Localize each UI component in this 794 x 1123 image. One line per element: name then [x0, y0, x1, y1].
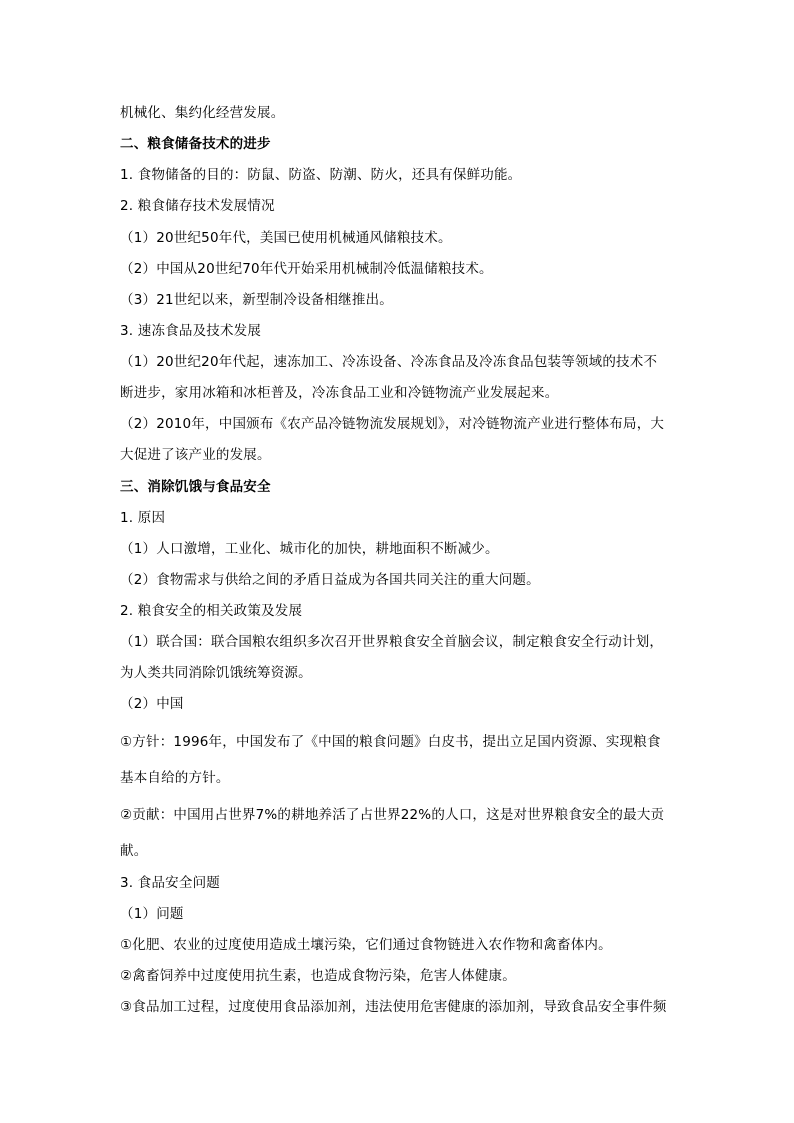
text-line: （1）20世纪20年代起，速冻加工、冷冻设备、冷冻食品及冷冻食品包装等领域的技术不 — [120, 354, 658, 370]
text-line: （2）2010年，中国颁布《农产品冷链物流发展规划》，对冷链物流产业进行整体布局，大 — [120, 416, 665, 432]
text-line: （1）问题 — [120, 906, 184, 922]
text-line: （2）食物需求与供给之间的矛盾日益成为各国共同关注的重大问题。 — [120, 572, 540, 588]
text-line: 3. 食品安全问题 — [120, 875, 220, 891]
text-line: （2）中国从20世纪70年代开始采用机械制冷低温储粮技术。 — [120, 261, 493, 277]
text-line: （2）中国 — [120, 696, 184, 712]
text-line: （3）21世纪以来，新型制冷设备相继推出。 — [120, 292, 393, 308]
text-line: 1. 食物储备的目的：防鼠、防盗、防潮、防火，还具有保鲜功能。 — [120, 167, 522, 183]
text-line: 基本自给的方针。 — [120, 770, 230, 786]
text-line: ③食品加工过程，过度使用食品添加剂，违法使用危害健康的添加剂，导致食品安全事件频 — [120, 999, 667, 1015]
text-line: ②禽畜饲养中过度使用抗生素，也造成食物污染，危害人体健康。 — [120, 968, 516, 984]
text-line: 献。 — [120, 843, 148, 859]
text-line: 2. 粮食安全的相关政策及发展 — [120, 603, 303, 619]
text-line: （1）人口激增，工业化、城市化的加快，耕地面积不断减少。 — [120, 541, 499, 557]
text-line: （1）联合国：联合国粮农组织多次召开世界粮食安全首脑会议，制定粮食安全行动计划， — [120, 634, 664, 650]
text-line: ②贡献：中国用占世界7%的耕地养活了占世界22%的人口，这是对世界粮食安全的最大贡 — [120, 807, 665, 823]
text-line: 机械化、集约化经营发展。 — [120, 105, 285, 121]
text-line: ①方针：1996年，中国发布了《中国的粮食问题》白皮书，提出立足国内资源、实现粮食 — [120, 734, 661, 750]
text-line: ①化肥、农业的过度使用造成土壤污染，它们通过食物链进入农作物和禽畜体内。 — [120, 937, 612, 953]
section-heading: 三、消除饥饿与食品安全 — [120, 479, 271, 495]
section-heading: 二、粮食储备技术的进步 — [120, 136, 271, 152]
text-line: 2. 粮食储存技术发展情况 — [120, 198, 275, 214]
text-line: 断进步，家用冰箱和冰柜普及，冷冻食品工业和冷链物流产业发展起来。 — [120, 385, 559, 401]
text-line: （1）20世纪50年代，美国已使用机械通风储粮技术。 — [120, 230, 452, 246]
text-line: 大促进了该产业的发展。 — [120, 447, 271, 463]
text-line: 为人类共同消除饥饿统筹资源。 — [120, 665, 312, 681]
text-line: 1. 原因 — [120, 510, 166, 526]
text-line: 3. 速冻食品及技术发展 — [120, 323, 262, 339]
